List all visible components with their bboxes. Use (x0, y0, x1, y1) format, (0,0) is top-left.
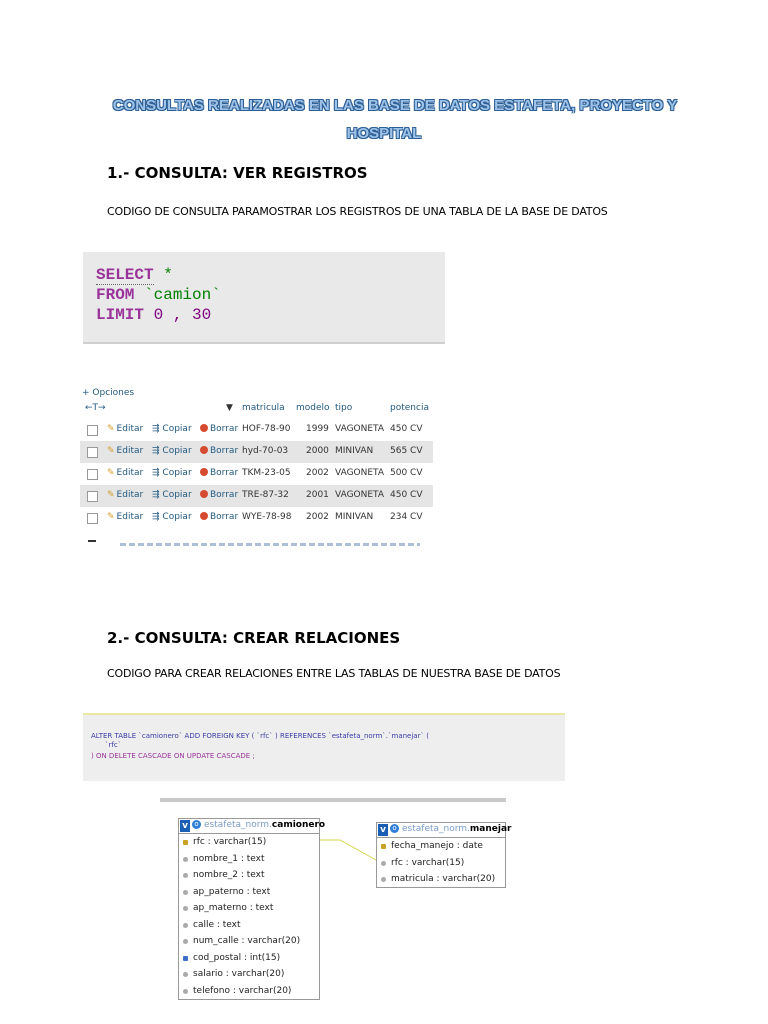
cell-modelo: 2002 (306, 512, 329, 522)
copy-button[interactable]: ⇶ Copiar (152, 468, 192, 478)
column-header-modelo[interactable]: modelo (296, 403, 330, 413)
query-results-table (80, 386, 433, 546)
table-manejar[interactable] (376, 822, 512, 888)
primary-key-icon (381, 844, 386, 849)
table-info-icon[interactable]: o (390, 824, 399, 833)
table-info-icon[interactable]: o (192, 820, 201, 829)
sql-alter-line-2: ) ON DELETE CASCADE ON UPDATE CASCADE ; (91, 752, 255, 760)
toggle-columns-icon[interactable]: v (180, 820, 190, 832)
copy-button[interactable]: ⇶ Copiar (152, 490, 192, 500)
table-row (80, 507, 433, 529)
results-footer-cutoff (120, 543, 420, 546)
column-icon (183, 989, 188, 994)
copy-button[interactable]: ⇶ Copiar (152, 446, 192, 456)
column-icon (381, 861, 386, 866)
cell-modelo: 1999 (306, 424, 329, 434)
section-2-heading: 2.- CONSULTA: CREAR RELACIONES (107, 629, 401, 647)
field-row: num_calle : varchar(20) (179, 933, 319, 950)
cell-modelo: 2001 (306, 490, 329, 500)
document-title-line-1: CONSULTAS REALIZADAS EN LAS BASE DE DATOS ESTAFETA, PROYECTO Y (112, 97, 678, 114)
pencil-icon: ✎ (107, 424, 115, 434)
column-icon (183, 890, 188, 895)
cell-tipo: VAGONETA (335, 490, 385, 500)
results-header-row (80, 400, 433, 416)
relation-schema-diagram (160, 798, 512, 1008)
copy-icon: ⇶ (152, 424, 160, 434)
edit-button[interactable]: ✎ Editar (107, 424, 144, 434)
copy-icon: ⇶ (152, 446, 160, 456)
delete-button[interactable]: Borrar (200, 512, 238, 522)
index-icon (183, 956, 188, 961)
options-link[interactable]: + Opciones (82, 388, 135, 398)
sql-query-box-select (83, 252, 445, 344)
delete-button[interactable]: Borrar (200, 446, 238, 456)
cell-modelo: 2002 (306, 468, 329, 478)
field-row: calle : text (179, 917, 319, 934)
edit-button[interactable]: ✎ Editar (107, 446, 144, 456)
sql-keyword-from: FROM (96, 286, 135, 304)
pencil-icon: ✎ (107, 490, 115, 500)
row-checkbox[interactable] (87, 425, 98, 436)
cell-tipo: VAGONETA (335, 468, 385, 478)
sql-star: * (153, 266, 173, 284)
sql-alter-line-1: ALTER TABLE `camionero` ADD FOREIGN KEY ( `rfc` ) REFERENCES `estafeta_norm`.`manejar` ( (91, 732, 429, 740)
column-icon (183, 939, 188, 944)
column-header-tipo[interactable]: tipo (335, 403, 353, 413)
table-row (80, 463, 433, 485)
sql-table-name: `camion` (134, 286, 221, 304)
select-all-arrow-icon (88, 540, 96, 548)
sql-keyword-limit: LIMIT (96, 306, 145, 324)
field-row: nombre_2 : text (179, 867, 319, 884)
column-icon (183, 906, 188, 911)
delete-icon (200, 512, 208, 520)
column-icon (183, 923, 188, 928)
table-camionero-header[interactable] (179, 819, 326, 834)
pencil-icon: ✎ (107, 446, 115, 456)
cell-matricula: hyd-70-03 (242, 446, 289, 456)
pencil-icon: ✎ (107, 512, 115, 522)
cell-potencia: 500 CV (390, 468, 423, 478)
field-row: rfc : varchar(15) (377, 855, 505, 872)
edit-button[interactable]: ✎ Editar (107, 468, 144, 478)
copy-button[interactable]: ⇶ Copiar (152, 424, 192, 434)
pencil-icon: ✎ (107, 468, 115, 478)
field-row: cod_postal : int(15) (179, 950, 319, 967)
cell-potencia: 450 CV (390, 490, 423, 500)
db-name: estafeta_norm. (402, 824, 470, 834)
copy-icon: ⇶ (152, 490, 160, 500)
delete-button[interactable]: Borrar (200, 424, 238, 434)
sort-dropdown-icon[interactable]: ▼ (226, 403, 233, 413)
section-1-description: CODIGO DE CONSULTA PARAMOSTRAR LOS REGISTROS DE UNA TABLA DE LA BASE DE DATOS (107, 205, 608, 218)
db-name: estafeta_norm. (204, 820, 272, 830)
field-row: rfc : varchar(15) (179, 834, 319, 851)
sql-alter-line-1b: `rfc` (105, 741, 122, 749)
cell-matricula: HOF-78-90 (242, 424, 291, 434)
cell-modelo: 2000 (306, 446, 329, 456)
copy-icon: ⇶ (152, 468, 160, 478)
field-row: ap_materno : text (179, 900, 319, 917)
cell-potencia: 450 CV (390, 424, 423, 434)
delete-button[interactable]: Borrar (200, 468, 238, 478)
cell-matricula: TRE-87-32 (242, 490, 289, 500)
row-checkbox[interactable] (87, 513, 98, 524)
copy-icon: ⇶ (152, 512, 160, 522)
row-checkbox[interactable] (87, 469, 98, 480)
cell-potencia: 234 CV (390, 512, 423, 522)
section-1-heading: 1.- CONSULTA: VER REGISTROS (107, 164, 368, 182)
row-checkbox[interactable] (87, 447, 98, 458)
copy-button[interactable]: ⇶ Copiar (152, 512, 192, 522)
column-icon (381, 877, 386, 882)
delete-button[interactable]: Borrar (200, 490, 238, 500)
edit-button[interactable]: ✎ Editar (107, 490, 144, 500)
table-manejar-header[interactable] (377, 823, 512, 838)
column-icon (183, 857, 188, 862)
table-row (80, 419, 433, 441)
column-icon (183, 972, 188, 977)
delete-icon (200, 468, 208, 476)
document-title-line-2: HOSPITAL (346, 125, 422, 142)
cell-tipo: MINIVAN (335, 446, 374, 456)
field-row: salario : varchar(20) (179, 966, 319, 983)
edit-button[interactable]: ✎ Editar (107, 512, 144, 522)
delete-icon (200, 446, 208, 454)
field-row: matricula : varchar(20) (377, 871, 505, 888)
section-2-description: CODIGO PARA CREAR RELACIONES ENTRE LAS TABLAS DE NUESTRA BASE DE DATOS (107, 667, 561, 680)
cell-matricula: TKM-23-05 (242, 468, 291, 478)
table-camionero[interactable] (178, 818, 326, 1000)
row-checkbox[interactable] (87, 491, 98, 502)
table-row (80, 441, 433, 463)
table-name: manejar (469, 824, 512, 834)
field-row: nombre_1 : text (179, 851, 319, 868)
column-header-potencia[interactable]: potencia (390, 403, 429, 413)
sql-keyword-select: SELECT (96, 266, 154, 284)
sql-query-box-alter (83, 713, 565, 781)
table-name: camionero (271, 820, 326, 830)
document-title (0, 92, 768, 148)
primary-key-icon (183, 840, 188, 845)
delete-icon (200, 424, 208, 432)
delete-icon (200, 490, 208, 498)
cell-potencia: 565 CV (390, 446, 423, 456)
field-row: ap_paterno : text (179, 884, 319, 901)
cell-tipo: MINIVAN (335, 512, 374, 522)
cell-tipo: VAGONETA (335, 424, 385, 434)
field-row: telefono : varchar(20) (179, 983, 319, 1000)
column-nav-arrows[interactable]: ←T→ (85, 403, 106, 413)
sql-limit-values: 0 , 30 (144, 306, 212, 324)
field-row: fecha_manejo : date (377, 838, 505, 855)
column-header-matricula[interactable]: matricula (242, 403, 285, 413)
cell-matricula: WYE-78-98 (242, 512, 292, 522)
column-icon (183, 873, 188, 878)
table-row (80, 485, 433, 507)
toggle-columns-icon[interactable]: v (378, 824, 388, 836)
